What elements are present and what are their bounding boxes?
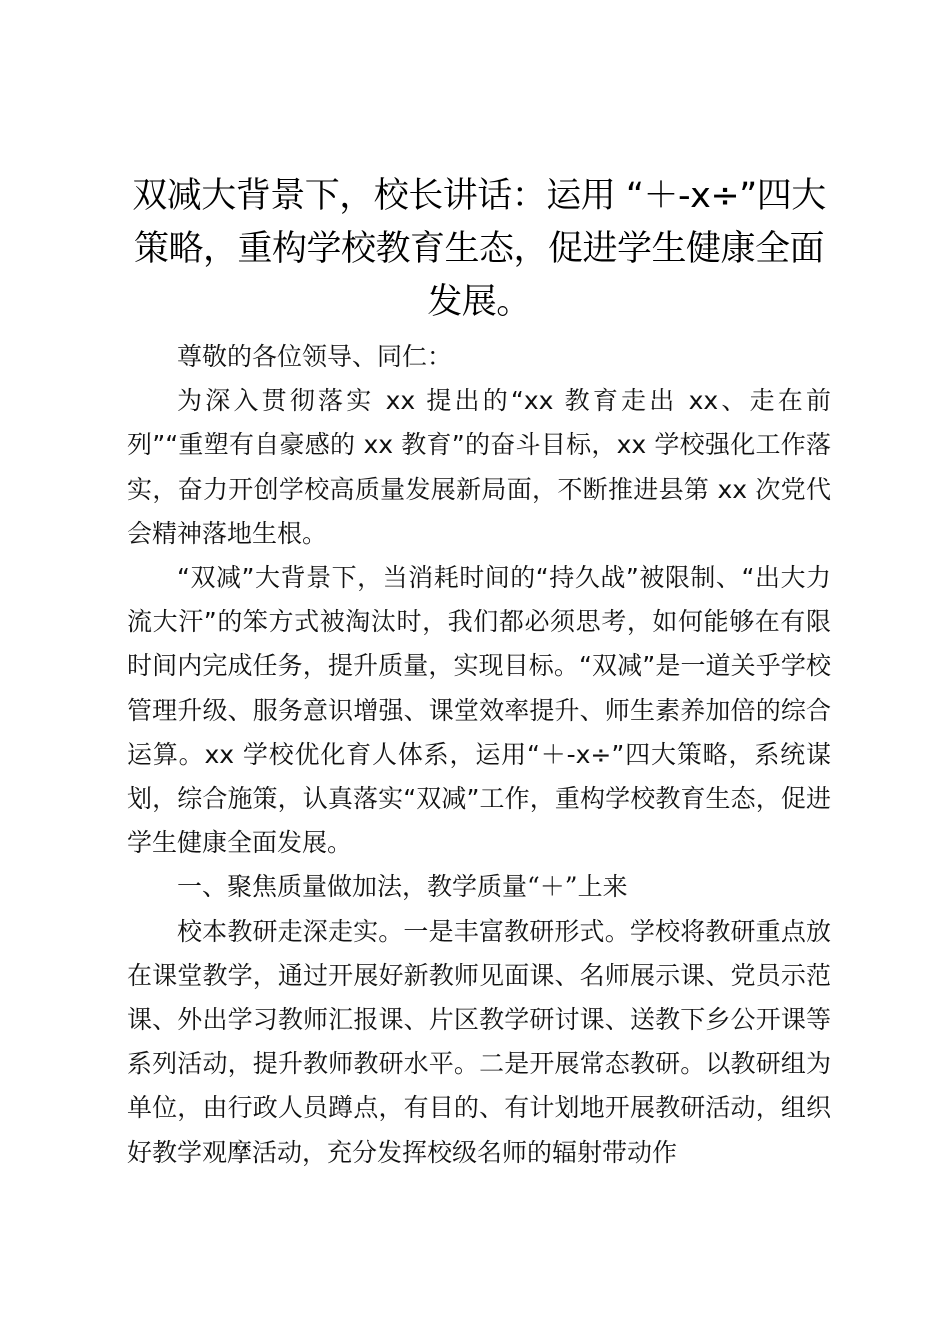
document-page — [127, 170, 831, 1175]
paragraph-teaching-research: 校本教研走深走实。一是丰富教研形式。学校将教研重点放在课堂教学，通过开展好新教师见面课、名师展示课、党员示范课、外出学习教师汇报课、片区教学研讨课、送教下乡公开课等系列活动，提升教师教研水平。二是开展常态教研。以教研组为单位，由行政人员蹲点，有目的、有计划地开展教研活动，组织好教学观摩活动，充分发挥校级名师的辐射带动作 — [127, 916, 831, 1167]
section-heading-1: 一、聚焦质量做加法，教学质量“＋”上来 — [177, 872, 628, 902]
paragraph-background: “双减”大背景下，当消耗时间的“持久战”被限制、“出大力流大汗”的笨方式被淘汰时，我们都必须思考，如何能够在有限时间内完成任务，提升质量，实现目标。“双减”是一道关乎学校管理升级、服务意识增强、课堂效率提升、师生素养加倍的综合运算。xx 学校优化育人体系，运用“＋-x÷”四大策略，系统谋划，综合施策，认真落实“双减”工作，重构学校教育生态，促进学生健康全面发展。 — [127, 563, 831, 858]
document-body — [127, 335, 831, 1175]
document-title: 双减大背景下，校长讲话：运用 “＋-x÷”四大策略，重构学校教育生态，促进学生健康全面发展。 — [132, 176, 826, 322]
paragraph-intro: 为深入贯彻落实 xx 提出的“xx 教育走出 xx、走在前列”“重塑有自豪感的 xx 教育”的奋斗目标，xx 学校强化工作落实，奋力开创学校高质量发展新局面，不断推进县第 xx 次党代会精神落地生根。 — [127, 386, 831, 548]
salutation: 尊敬的各位领导、同仁： — [177, 342, 453, 371]
